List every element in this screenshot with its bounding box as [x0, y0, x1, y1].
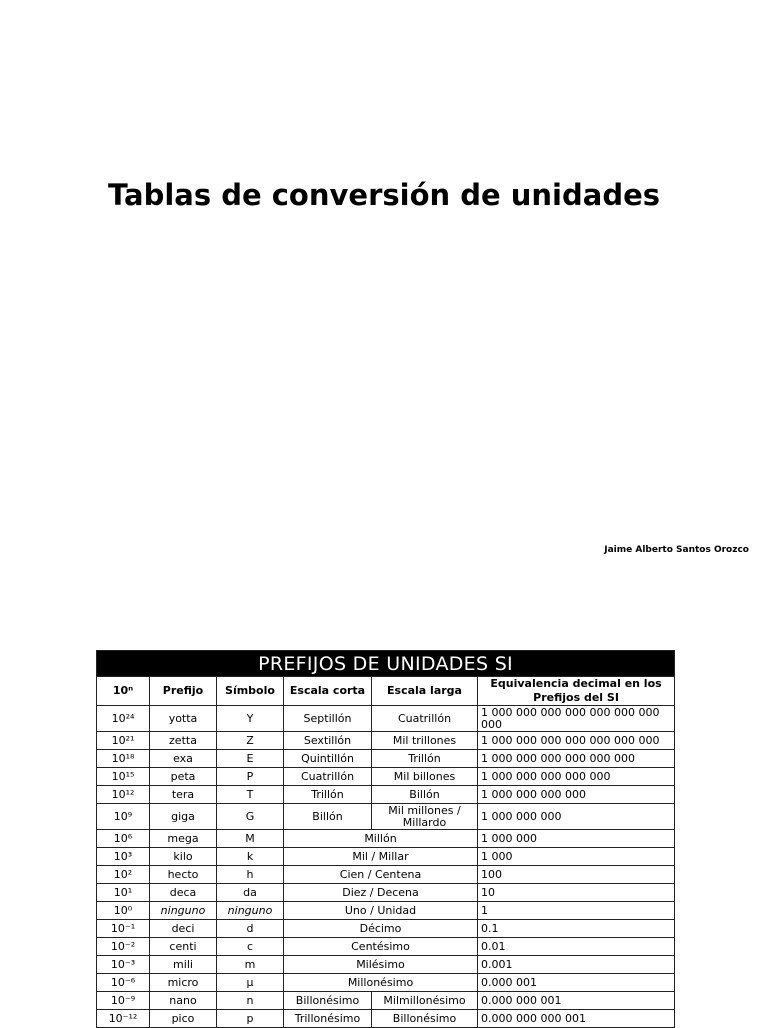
cell-symbol: da: [217, 884, 284, 902]
table-row: [97, 848, 675, 866]
cell-prefix: kilo: [150, 848, 217, 866]
cell-power: 10²¹: [97, 732, 150, 750]
cell-power: 10⁻¹²: [97, 1010, 150, 1028]
table-row: [97, 902, 675, 920]
table-row: [97, 750, 675, 768]
cell-prefix: peta: [150, 768, 217, 786]
table-row: [97, 920, 675, 938]
table-body: [97, 706, 675, 1028]
cell-symbol: ninguno: [217, 902, 284, 920]
cell-power: 10⁻³: [97, 956, 150, 974]
cell-power: 10⁻⁶: [97, 974, 150, 992]
cell-long-scale: Mil trillones: [372, 732, 478, 750]
cell-long-scale: Billonésimo: [372, 1010, 478, 1028]
cell-symbol: d: [217, 920, 284, 938]
cell-short-scale: Septillón: [284, 706, 372, 732]
cell-long-scale: Billón: [372, 786, 478, 804]
cell-prefix: ninguno: [150, 902, 217, 920]
cell-decimal: 0.000 000 001: [478, 992, 675, 1010]
cell-symbol: M: [217, 830, 284, 848]
cell-power: 10¹²: [97, 786, 150, 804]
cell-short-scale: Sextillón: [284, 732, 372, 750]
cell-short-scale: Cuatrillón: [284, 768, 372, 786]
cell-long-scale: Mil billones: [372, 768, 478, 786]
cell-short-scale: Billonésimo: [284, 992, 372, 1010]
table-row: [97, 706, 675, 732]
cell-prefix: giga: [150, 804, 217, 830]
cell-decimal: 1 000 000 000 000 000: [478, 768, 675, 786]
table-row: [97, 804, 675, 830]
cell-symbol: h: [217, 866, 284, 884]
cell-symbol: µ: [217, 974, 284, 992]
table-row: [97, 992, 675, 1010]
cell-power: 10⁰: [97, 902, 150, 920]
table-banner: PREFIJOS DE UNIDADES SI: [97, 651, 675, 677]
cell-prefix: hecto: [150, 866, 217, 884]
header-decimal-equivalence: Equivalencia decimal en los Prefijos del SI: [478, 677, 675, 706]
cell-prefix: yotta: [150, 706, 217, 732]
table-row: [97, 1010, 675, 1028]
header-short-scale: Escala corta: [284, 677, 372, 706]
cell-decimal: 1 000 000 000: [478, 804, 675, 830]
cell-scale-name: Centésimo: [284, 938, 478, 956]
cell-short-scale: Trillón: [284, 786, 372, 804]
cell-symbol: Z: [217, 732, 284, 750]
cell-decimal: 1: [478, 902, 675, 920]
cell-symbol: P: [217, 768, 284, 786]
cell-power: 10⁻⁹: [97, 992, 150, 1010]
table-row: [97, 884, 675, 902]
cell-power: 10⁹: [97, 804, 150, 830]
table-row: [97, 938, 675, 956]
cell-decimal: 0.001: [478, 956, 675, 974]
cell-decimal: 0.000 001: [478, 974, 675, 992]
cell-decimal: 0.1: [478, 920, 675, 938]
table-row: [97, 866, 675, 884]
cell-decimal: 1 000 000 000 000: [478, 786, 675, 804]
cell-scale-name: Millonésimo: [284, 974, 478, 992]
author-name: Jaime Alberto Santos Orozco: [604, 545, 749, 555]
cell-decimal: 0.000 000 000 001: [478, 1010, 675, 1028]
cell-long-scale: Cuatrillón: [372, 706, 478, 732]
cell-prefix: tera: [150, 786, 217, 804]
table-row: [97, 786, 675, 804]
table-row: [97, 974, 675, 992]
cell-long-scale: Mil millones / Millardo: [372, 804, 478, 830]
header-prefix: Prefijo: [150, 677, 217, 706]
cell-power: 10⁻²: [97, 938, 150, 956]
cell-scale-name: Décimo: [284, 920, 478, 938]
cell-symbol: Y: [217, 706, 284, 732]
cell-scale-name: Milésimo: [284, 956, 478, 974]
cell-power: 10²: [97, 866, 150, 884]
cell-symbol: T: [217, 786, 284, 804]
si-prefixes-table: [96, 650, 675, 1028]
cell-scale-name: Uno / Unidad: [284, 902, 478, 920]
header-power: 10ⁿ: [97, 677, 150, 706]
cell-symbol: n: [217, 992, 284, 1010]
cell-symbol: p: [217, 1010, 284, 1028]
cell-power: 10⁶: [97, 830, 150, 848]
cell-power: 10¹⁵: [97, 768, 150, 786]
table-row: [97, 830, 675, 848]
cell-decimal: 0.01: [478, 938, 675, 956]
cell-scale-name: Millón: [284, 830, 478, 848]
header-long-scale: Escala larga: [372, 677, 478, 706]
cell-decimal: 1 000 000: [478, 830, 675, 848]
cell-power: 10³: [97, 848, 150, 866]
cell-decimal: 10: [478, 884, 675, 902]
cell-prefix: mega: [150, 830, 217, 848]
cell-decimal: 1 000 000 000 000 000 000 000: [478, 732, 675, 750]
cell-symbol: k: [217, 848, 284, 866]
header-symbol: Símbolo: [217, 677, 284, 706]
cell-long-scale: Milmillonésimo: [372, 992, 478, 1010]
cell-power: 10¹: [97, 884, 150, 902]
table-row: [97, 768, 675, 786]
cell-prefix: mili: [150, 956, 217, 974]
cell-power: 10²⁴: [97, 706, 150, 732]
cell-power: 10¹⁸: [97, 750, 150, 768]
cell-long-scale: Trillón: [372, 750, 478, 768]
cell-symbol: c: [217, 938, 284, 956]
cell-symbol: m: [217, 956, 284, 974]
cell-scale-name: Mil / Millar: [284, 848, 478, 866]
table-row: [97, 732, 675, 750]
table-row: [97, 956, 675, 974]
cell-prefix: pico: [150, 1010, 217, 1028]
cell-decimal: 1 000: [478, 848, 675, 866]
cell-prefix: zetta: [150, 732, 217, 750]
cell-prefix: deca: [150, 884, 217, 902]
cell-short-scale: Quintillón: [284, 750, 372, 768]
document-title: Tablas de conversión de unidades: [107, 178, 661, 212]
cell-prefix: nano: [150, 992, 217, 1010]
cell-short-scale: Billón: [284, 804, 372, 830]
cell-decimal: 100: [478, 866, 675, 884]
cell-prefix: deci: [150, 920, 217, 938]
cell-symbol: G: [217, 804, 284, 830]
cell-decimal: 1 000 000 000 000 000 000: [478, 750, 675, 768]
cell-prefix: centi: [150, 938, 217, 956]
cell-scale-name: Diez / Decena: [284, 884, 478, 902]
cell-prefix: micro: [150, 974, 217, 992]
cell-power: 10⁻¹: [97, 920, 150, 938]
cell-scale-name: Cien / Centena: [284, 866, 478, 884]
cell-prefix: exa: [150, 750, 217, 768]
cell-symbol: E: [217, 750, 284, 768]
cell-short-scale: Trillonésimo: [284, 1010, 372, 1028]
cell-decimal: 1 000 000 000 000 000 000 000 000: [478, 706, 675, 732]
